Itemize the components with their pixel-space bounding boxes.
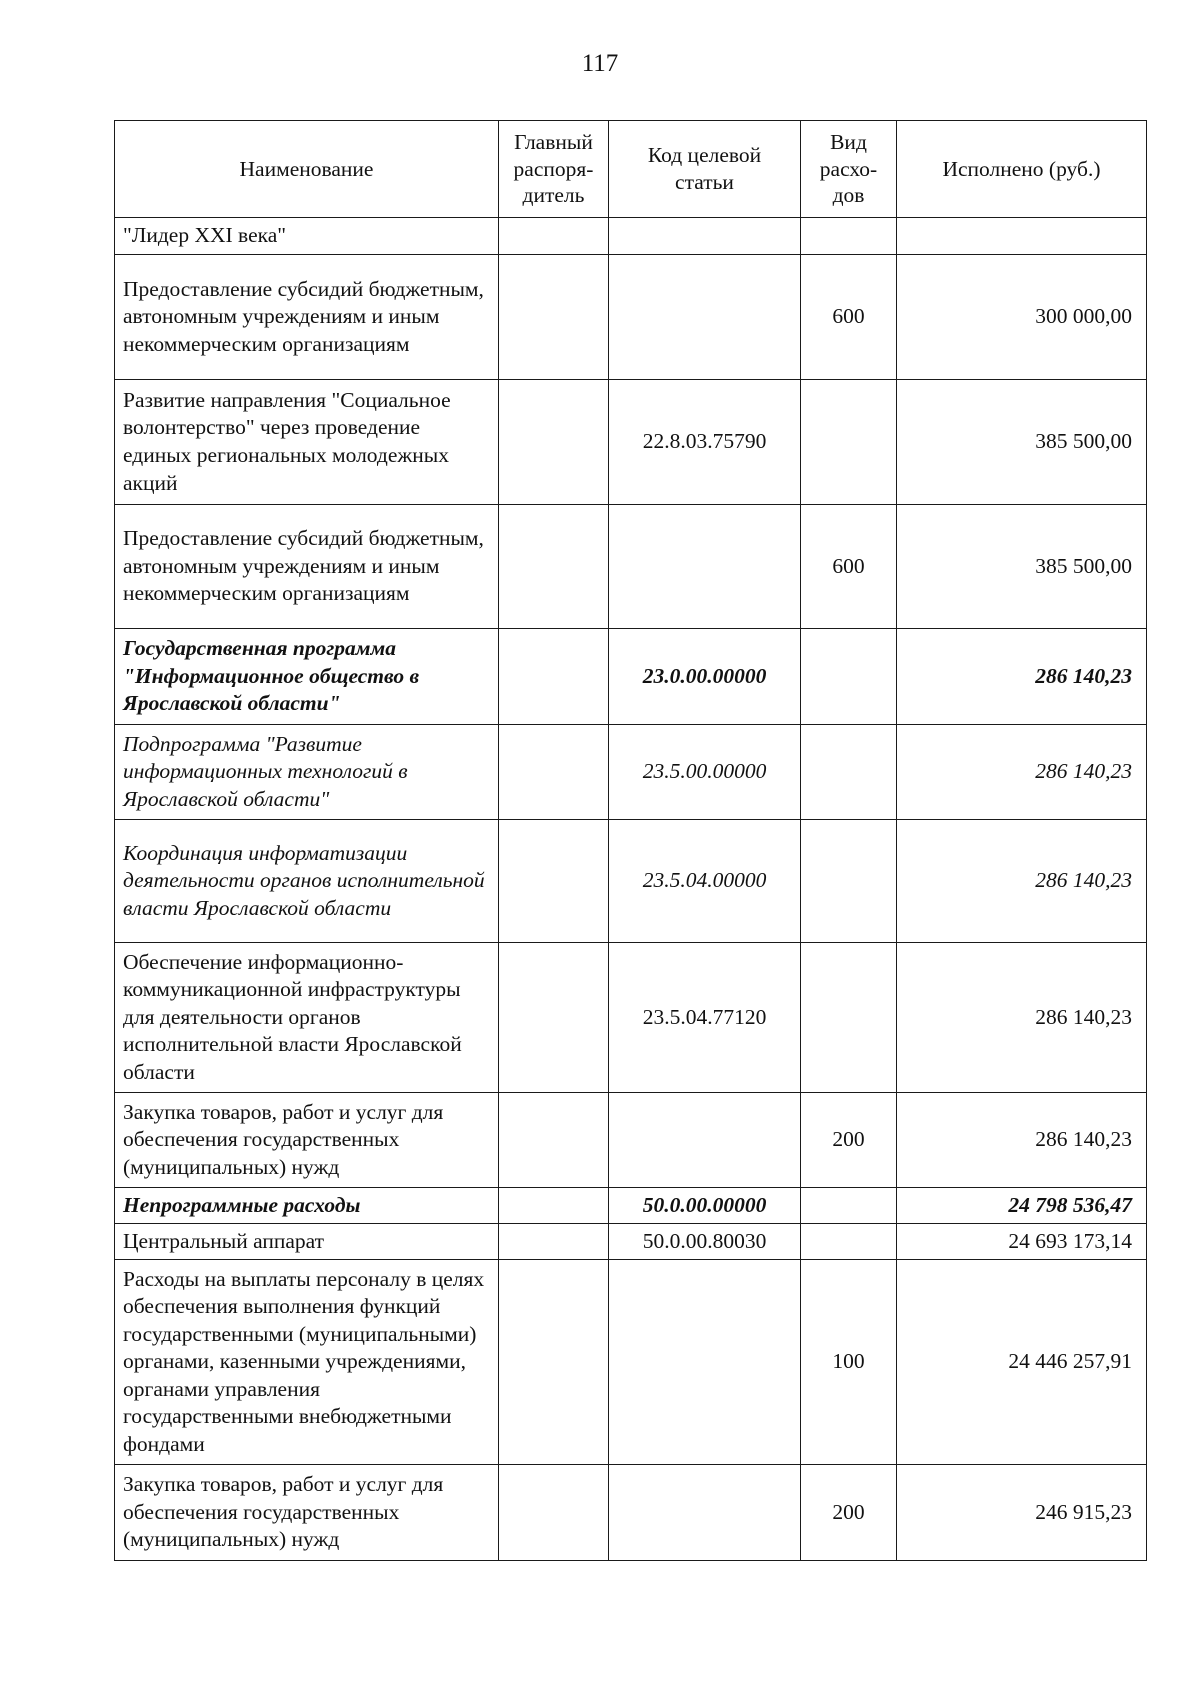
table-row bbox=[115, 943, 1147, 1093]
row-amount: 300 000,00 bbox=[897, 255, 1147, 380]
row-vid bbox=[801, 380, 897, 505]
row-amount: 24 798 536,47 bbox=[897, 1188, 1147, 1224]
row-amount: 385 500,00 bbox=[897, 505, 1147, 629]
row-amount: 286 140,23 bbox=[897, 943, 1147, 1093]
row-vid bbox=[801, 1188, 897, 1224]
row-code: 50.0.00.80030 bbox=[609, 1224, 801, 1260]
row-code: 23.5.00.00000 bbox=[609, 725, 801, 820]
table-row bbox=[115, 1465, 1147, 1561]
row-name: Закупка товаров, работ и услуг для обеспечения государственных (муниципальных) нужд bbox=[115, 1093, 499, 1188]
table-row-subprogram bbox=[115, 725, 1147, 820]
row-name: Развитие направления "Социальное волонтерство" через проведение единых региональных молодежных акций bbox=[115, 380, 499, 505]
row-vid: 600 bbox=[801, 255, 897, 380]
page-number: 117 bbox=[581, 50, 619, 77]
row-vid bbox=[801, 725, 897, 820]
row-glavny bbox=[499, 255, 609, 380]
row-glavny bbox=[499, 1188, 609, 1224]
row-vid bbox=[801, 629, 897, 725]
row-glavny bbox=[499, 1260, 609, 1465]
row-name: Предоставление субсидий бюджетным, автономным учреждениям и иным некоммерческим организациям bbox=[115, 255, 499, 380]
row-amount: 24 446 257,91 bbox=[897, 1260, 1147, 1465]
row-name: Непрограммные расходы bbox=[115, 1188, 499, 1224]
row-vid: 200 bbox=[801, 1093, 897, 1188]
row-glavny bbox=[499, 629, 609, 725]
table-row bbox=[115, 1224, 1147, 1260]
row-glavny bbox=[499, 820, 609, 943]
row-vid bbox=[801, 1224, 897, 1260]
row-glavny bbox=[499, 725, 609, 820]
row-glavny bbox=[499, 1093, 609, 1188]
row-name: "Лидер XXI века" bbox=[115, 218, 499, 255]
row-code: 23.5.04.77120 bbox=[609, 943, 801, 1093]
row-vid: 200 bbox=[801, 1465, 897, 1561]
table-header-row bbox=[115, 121, 1147, 218]
row-name: Предоставление субсидий бюджетным, автономным учреждениям и иным некоммерческим организациям bbox=[115, 505, 499, 629]
row-amount bbox=[897, 218, 1147, 255]
row-vid bbox=[801, 218, 897, 255]
row-code bbox=[609, 1465, 801, 1561]
row-name: Обеспечение информационно-коммуникационной инфраструктуры для деятельности органов исполнительной власти Ярославской области bbox=[115, 943, 499, 1093]
row-name: Закупка товаров, работ и услуг для обеспечения государственных (муниципальных) нужд bbox=[115, 1465, 499, 1561]
header-amount: Исполнено (руб.) bbox=[897, 121, 1147, 218]
row-glavny bbox=[499, 943, 609, 1093]
row-name: Государственная программа "Информационное общество в Ярославской области" bbox=[115, 629, 499, 725]
row-code bbox=[609, 1260, 801, 1465]
row-vid: 100 bbox=[801, 1260, 897, 1465]
row-code bbox=[609, 505, 801, 629]
table-row bbox=[115, 505, 1147, 629]
row-code bbox=[609, 1093, 801, 1188]
row-vid: 600 bbox=[801, 505, 897, 629]
table-row bbox=[115, 1093, 1147, 1188]
header-name: Наименование bbox=[115, 121, 499, 218]
row-glavny bbox=[499, 380, 609, 505]
row-amount: 385 500,00 bbox=[897, 380, 1147, 505]
row-amount: 286 140,23 bbox=[897, 725, 1147, 820]
row-name: Центральный аппарат bbox=[115, 1224, 499, 1260]
row-amount: 24 693 173,14 bbox=[897, 1224, 1147, 1260]
row-amount: 286 140,23 bbox=[897, 629, 1147, 725]
row-glavny bbox=[499, 1465, 609, 1561]
table-row-program bbox=[115, 629, 1147, 725]
row-code: 23.5.04.00000 bbox=[609, 820, 801, 943]
row-code: 50.0.00.00000 bbox=[609, 1188, 801, 1224]
row-vid bbox=[801, 820, 897, 943]
row-code: 22.8.03.75790 bbox=[609, 380, 801, 505]
header-code: Код целевой статьи bbox=[609, 121, 801, 218]
row-glavny bbox=[499, 218, 609, 255]
row-name: Подпрограмма "Развитие информационных технологий в Ярославской области" bbox=[115, 725, 499, 820]
row-name: Координация информатизации деятельности органов исполнительной власти Ярославской области bbox=[115, 820, 499, 943]
row-amount: 286 140,23 bbox=[897, 820, 1147, 943]
row-glavny bbox=[499, 505, 609, 629]
row-vid bbox=[801, 943, 897, 1093]
row-code: 23.0.00.00000 bbox=[609, 629, 801, 725]
budget-table bbox=[114, 120, 1147, 1561]
row-glavny bbox=[499, 1224, 609, 1260]
row-code bbox=[609, 218, 801, 255]
table-row-nonprogram bbox=[115, 1188, 1147, 1224]
table-row bbox=[115, 380, 1147, 505]
table-row bbox=[115, 1260, 1147, 1465]
header-vid: Вид расхо-дов bbox=[801, 121, 897, 218]
row-amount: 246 915,23 bbox=[897, 1465, 1147, 1561]
table-row-activity bbox=[115, 820, 1147, 943]
header-glavny: Главный распоря-дитель bbox=[499, 121, 609, 218]
row-name: Расходы на выплаты персоналу в целях обеспечения выполнения функций государственными (муниципальными) органами, казенными учреждениями, органами управления государственными внебюджетными фондами bbox=[115, 1260, 499, 1465]
row-amount: 286 140,23 bbox=[897, 1093, 1147, 1188]
table-row bbox=[115, 218, 1147, 255]
row-code bbox=[609, 255, 801, 380]
table-row bbox=[115, 255, 1147, 380]
